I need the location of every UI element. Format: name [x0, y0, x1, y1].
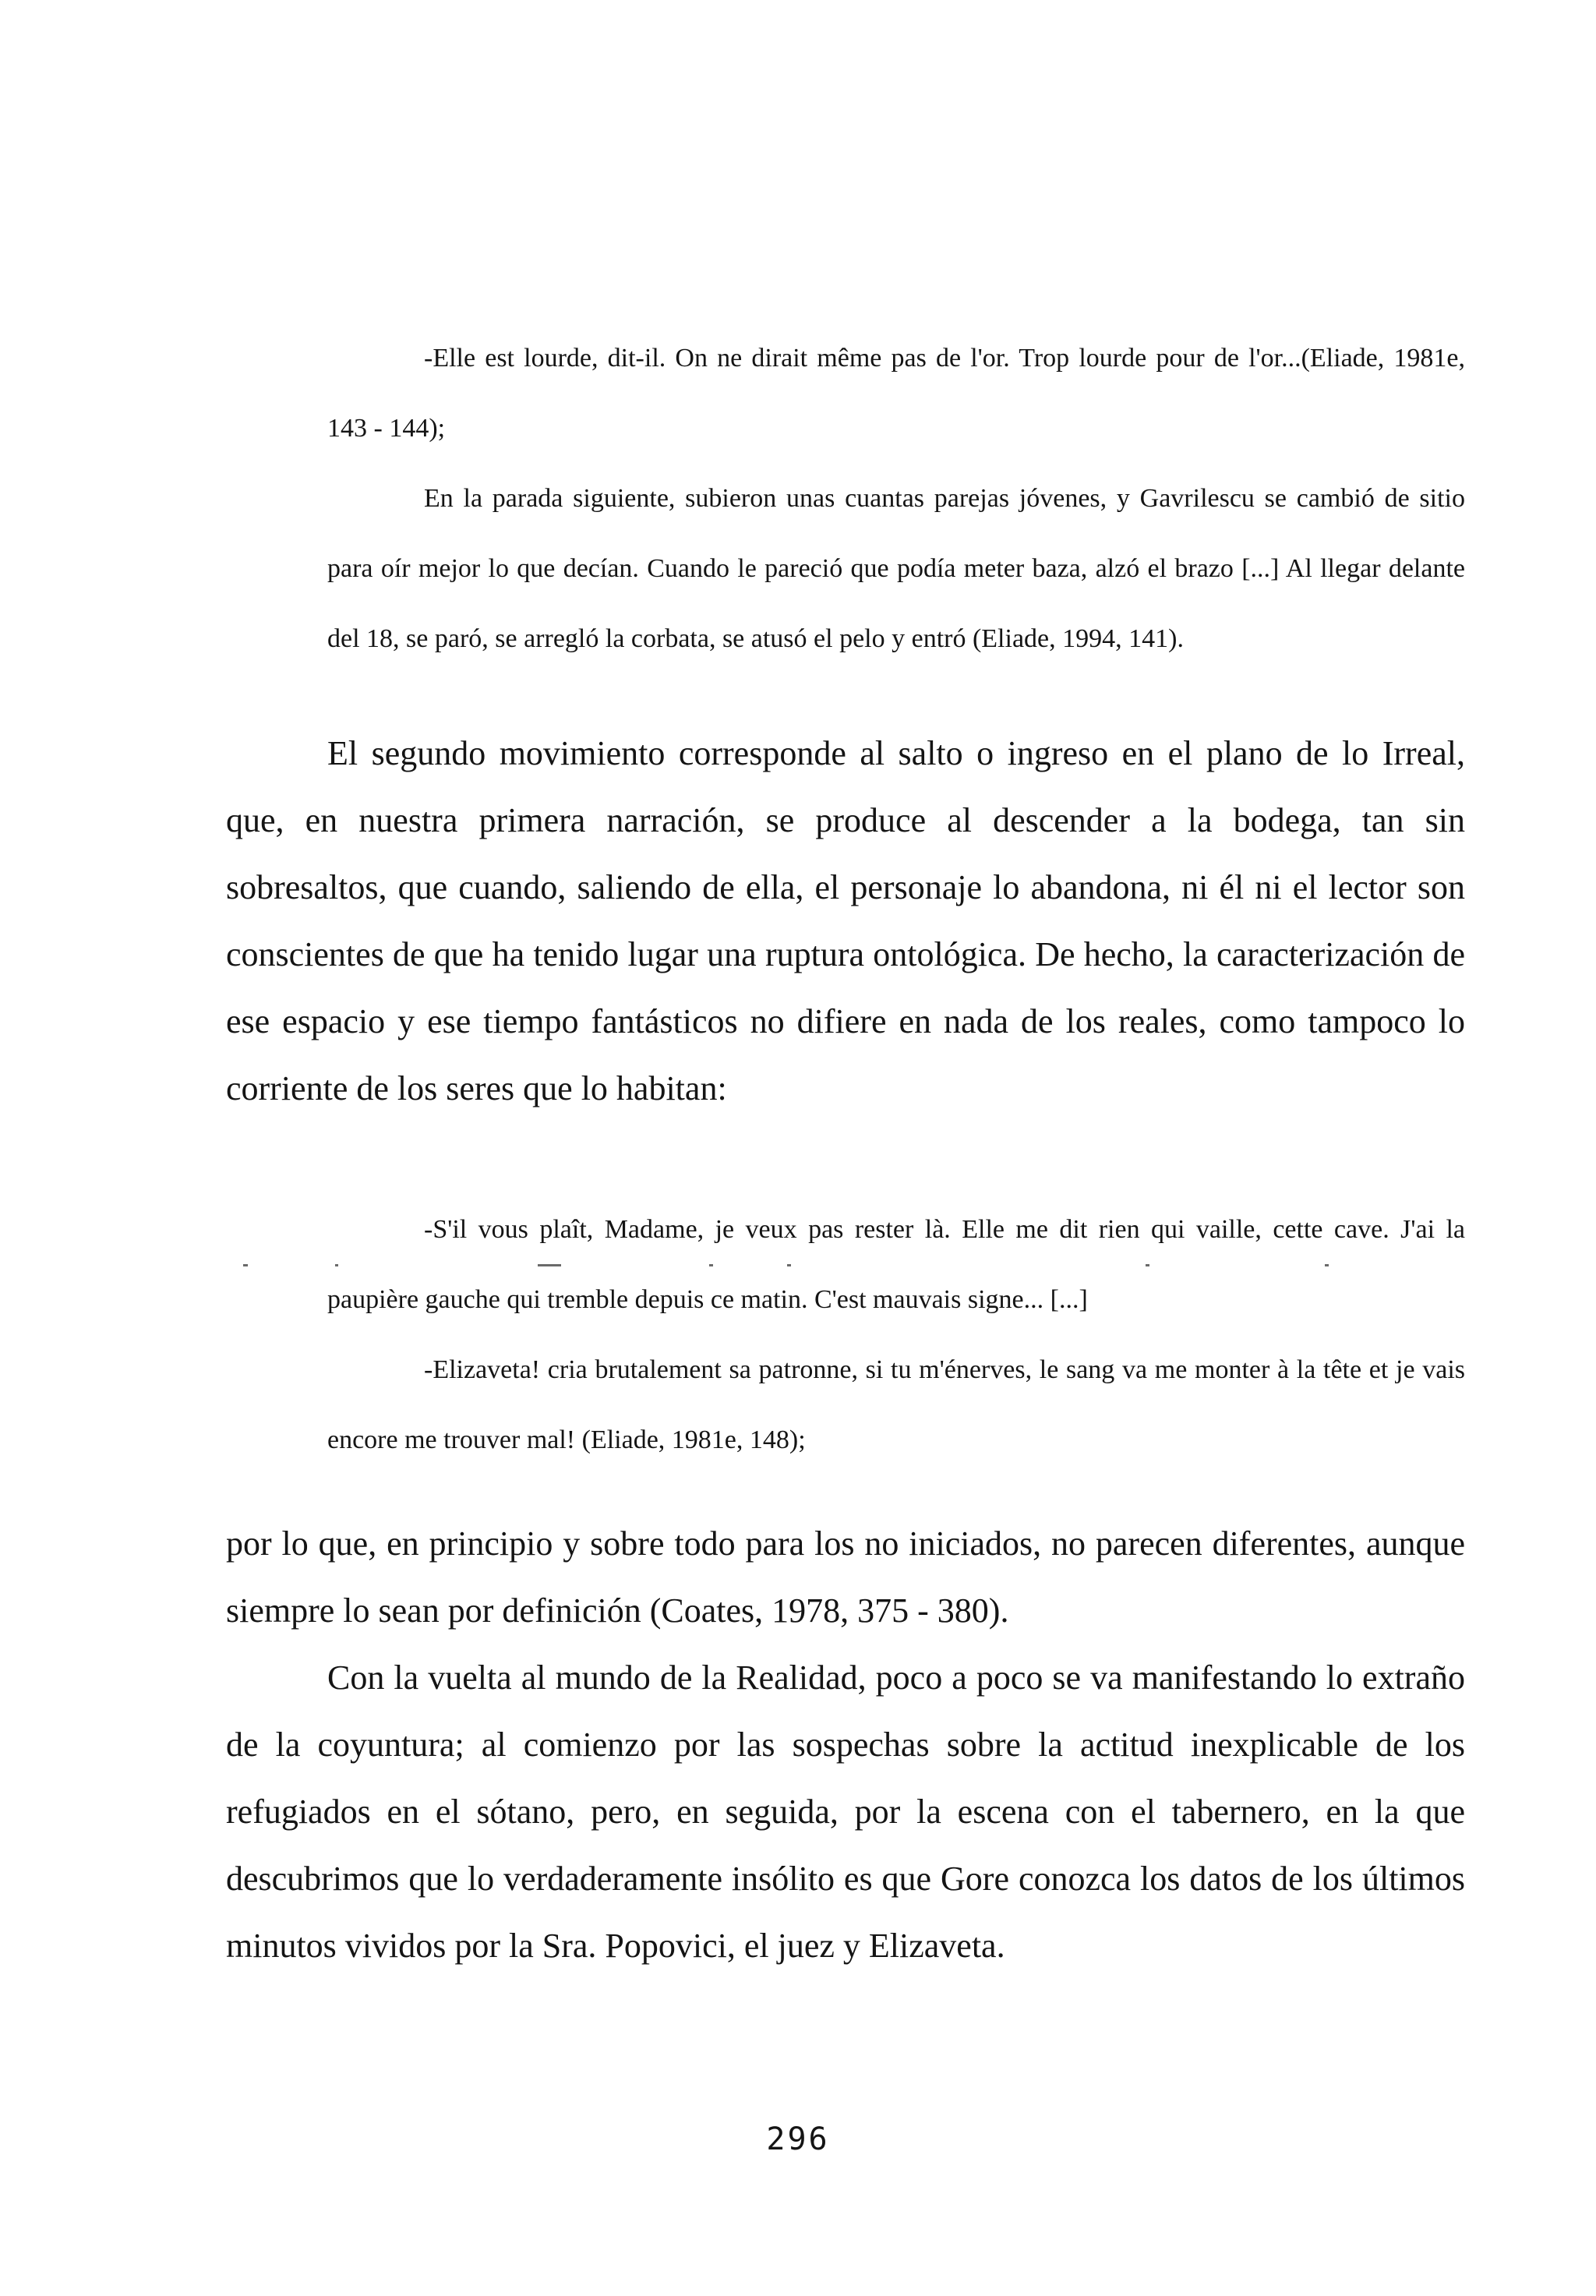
- scan-speck: [1325, 1264, 1329, 1266]
- scan-speck: [709, 1264, 713, 1266]
- quote-1-paragraph-2: En la parada siguiente, subieron unas cuantas parejas jóvenes, y Gavrilescu se cambió de sitio para oír mejor lo que decían. Cuando le pareció que podía meter baza, alzó el brazo [...] Al llegar delante del 18, se paró, se arregló la corbata, se atusó el pelo y entró (Eliade, 1994, 141).: [327, 484, 1465, 653]
- page-number: 296: [766, 2121, 830, 2157]
- scan-speck: [243, 1264, 248, 1266]
- body-paragraph-3: Con la vuelta al mundo de la Realidad, poco a poco se va manifestando lo extraño de la coyuntura; al comienzo por las sospechas sobre la actitud inexplicable de los refugiados en el sótano, pero, en seguida, por la escena con el tabernero, en la que descubrimos que lo verdaderamente insólito es que Gore conozca los datos de los últimos minutos vividos por la Sra. Popovici, el juez y Elizaveta.: [226, 1658, 1465, 1965]
- scan-speck: [538, 1264, 561, 1266]
- scan-speck: [335, 1264, 338, 1266]
- scan-speck: [787, 1264, 791, 1266]
- block-quote-2: [327, 1195, 1465, 1475]
- scan-speck: [1146, 1264, 1149, 1266]
- body-text-2: [226, 1510, 1465, 1980]
- quote-1-paragraph-1: -Elle est lourde, dit-il. On ne dirait même pas de l'or. Trop lourde pour de l'or...(Eliade, 1981e, 143 - 144);: [327, 344, 1465, 443]
- body-paragraph-1: El segundo movimiento corresponde al salto o ingreso en el plano de lo Irreal, que, en nuestra primera narración, se produce al descender a la bodega, tan sin sobresaltos, que cuando, saliendo de ella, el personaje lo abandona, ni él ni el lector son conscientes de que ha tenido lugar una ruptura ontológica. De hecho, la caracterización de ese espacio y ese tiempo fantásticos no difiere en nada de los reales, como tampoco lo corriente de los seres que lo habitan:: [226, 734, 1465, 1107]
- body-text-1: [226, 720, 1465, 1122]
- block-quote-1: [327, 323, 1465, 674]
- quote-2-paragraph-1: -S'il vous plaît, Madame, je veux pas rester là. Elle me dit rien qui vaille, cette cave. J'ai la paupière gauche qui tremble depuis ce matin. C'est mauvais signe... [...]: [327, 1215, 1465, 1314]
- quote-2-paragraph-2: -Elizaveta! cria brutalement sa patronne, si tu m'énerves, le sang va me monter à la tête et je vais encore me trouver mal! (Eliade, 1981e, 148);: [327, 1355, 1465, 1454]
- body-paragraph-2: por lo que, en principio y sobre todo para los no iniciados, no parecen diferentes, aunque siempre lo sean por definición (Coates, 1978, 375 - 380).: [226, 1524, 1465, 1630]
